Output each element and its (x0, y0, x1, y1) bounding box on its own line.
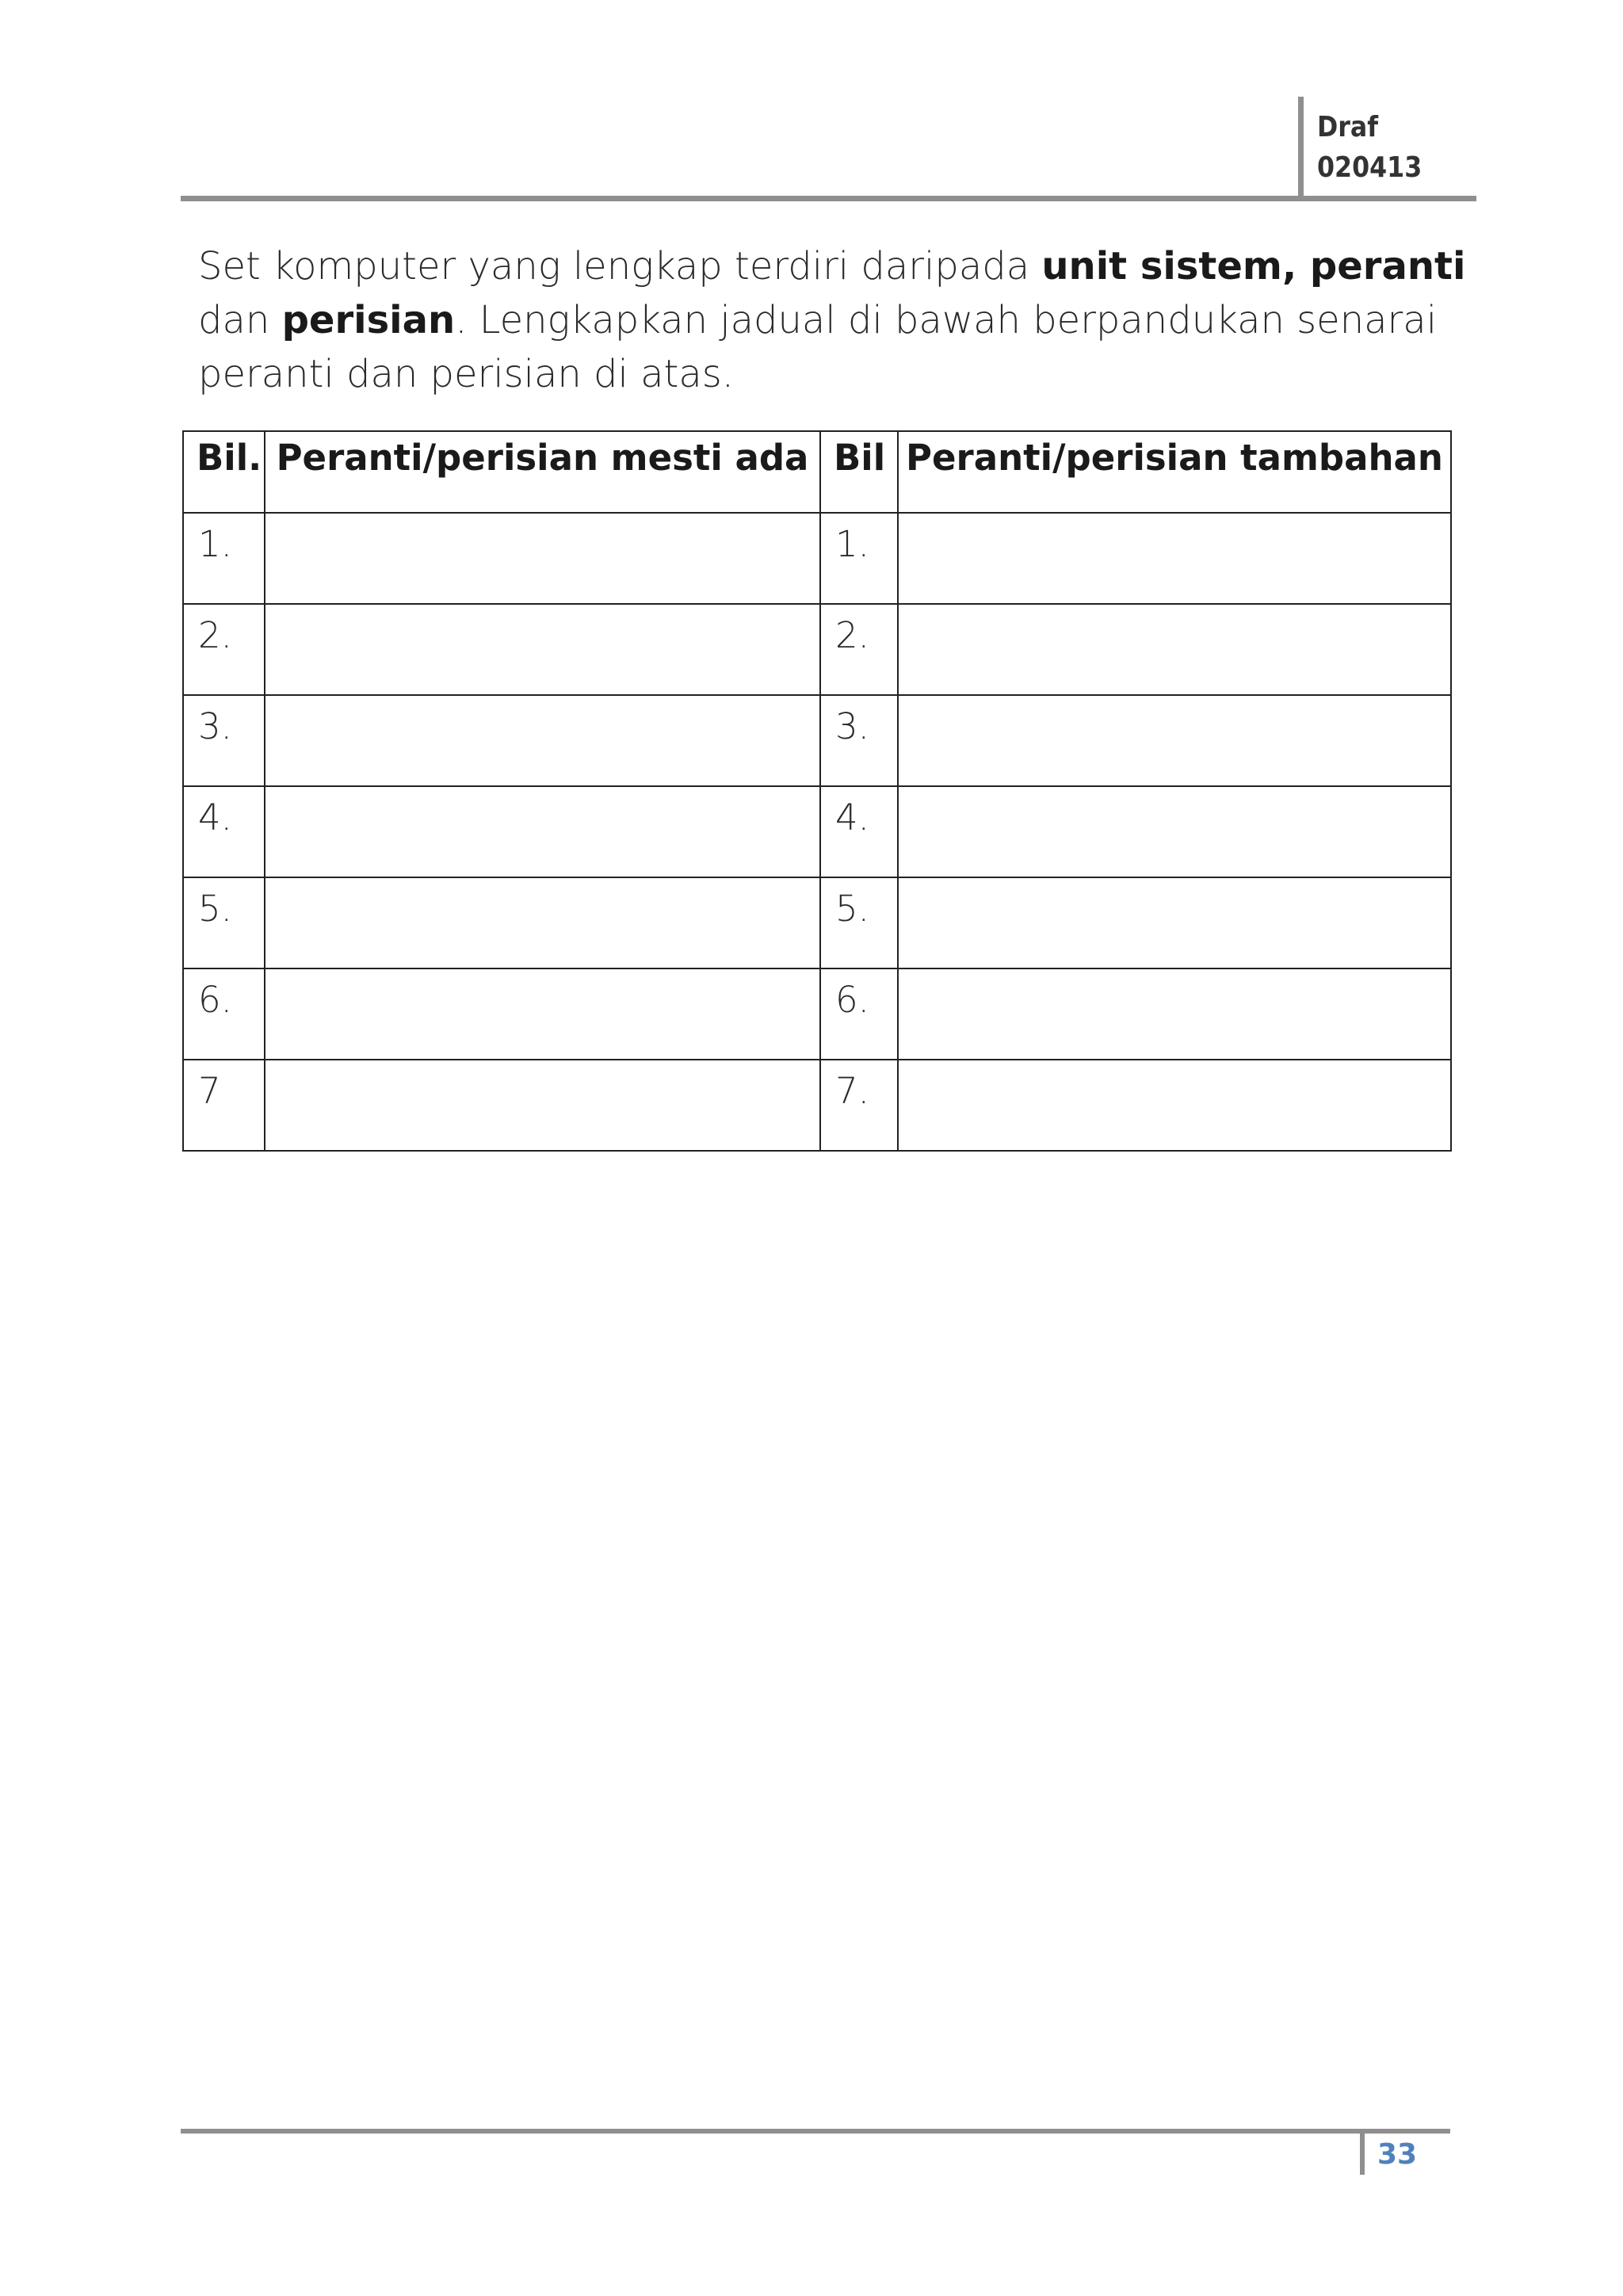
row-number-left: 7 (183, 1060, 265, 1151)
required-item-cell[interactable] (265, 968, 820, 1060)
intro-bold-2: perisian (281, 298, 456, 342)
required-item-cell[interactable] (265, 786, 820, 877)
additional-item-cell[interactable] (898, 513, 1451, 604)
required-item-cell[interactable] (265, 877, 820, 968)
row-number-left: 1. (183, 513, 265, 604)
table-row (183, 968, 1451, 1060)
required-item-cell[interactable] (265, 695, 820, 786)
additional-item-cell[interactable] (898, 1060, 1451, 1151)
row-number-right: 3. (820, 695, 898, 786)
intro-text-3: . Lengkapkan jadual di bawah berpandukan senarai peranti dan perisian di atas. (198, 298, 1438, 396)
row-number-left: 4. (183, 786, 265, 877)
row-number-left: 6. (183, 968, 265, 1060)
header-bil-left: Bil. (183, 431, 265, 513)
row-number-left: 5. (183, 877, 265, 968)
table-row (183, 604, 1451, 695)
header-additional-items: Peranti/perisian tambahan (898, 431, 1451, 513)
header-divider (1298, 97, 1304, 198)
additional-item-cell[interactable] (898, 786, 1451, 877)
row-number-left: 2. (183, 604, 265, 695)
table-row (183, 1060, 1451, 1151)
worksheet-table (182, 430, 1452, 1152)
additional-item-cell[interactable] (898, 968, 1451, 1060)
table-row (183, 513, 1451, 604)
header-rule (181, 196, 1476, 201)
required-item-cell[interactable] (265, 604, 820, 695)
row-number-left: 3. (183, 695, 265, 786)
table-header-row (183, 431, 1451, 513)
draft-code: 020413 (1317, 151, 1423, 184)
required-item-cell[interactable] (265, 1060, 820, 1151)
intro-bold-1: unit sistem, peranti (1041, 244, 1466, 288)
footer-rule (181, 2129, 1450, 2134)
table-row (183, 695, 1451, 786)
draft-label: Draf (1317, 111, 1379, 143)
row-number-right: 1. (820, 513, 898, 604)
intro-paragraph (198, 239, 1482, 401)
additional-item-cell[interactable] (898, 695, 1451, 786)
additional-item-cell[interactable] (898, 877, 1451, 968)
row-number-right: 4. (820, 786, 898, 877)
page-number: 33 (1377, 2138, 1418, 2171)
header-required-items: Peranti/perisian mesti ada (265, 431, 820, 513)
header-bil-right: Bil (820, 431, 898, 513)
footer-divider (1360, 2132, 1365, 2175)
table-row (183, 786, 1451, 877)
intro-text-1: Set komputer yang lengkap terdiri daripada (198, 244, 1042, 288)
row-number-right: 5. (820, 877, 898, 968)
additional-item-cell[interactable] (898, 604, 1451, 695)
row-number-right: 6. (820, 968, 898, 1060)
row-number-right: 7. (820, 1060, 898, 1151)
row-number-right: 2. (820, 604, 898, 695)
intro-text-2: dan (198, 298, 282, 342)
required-item-cell[interactable] (265, 513, 820, 604)
table-row (183, 877, 1451, 968)
